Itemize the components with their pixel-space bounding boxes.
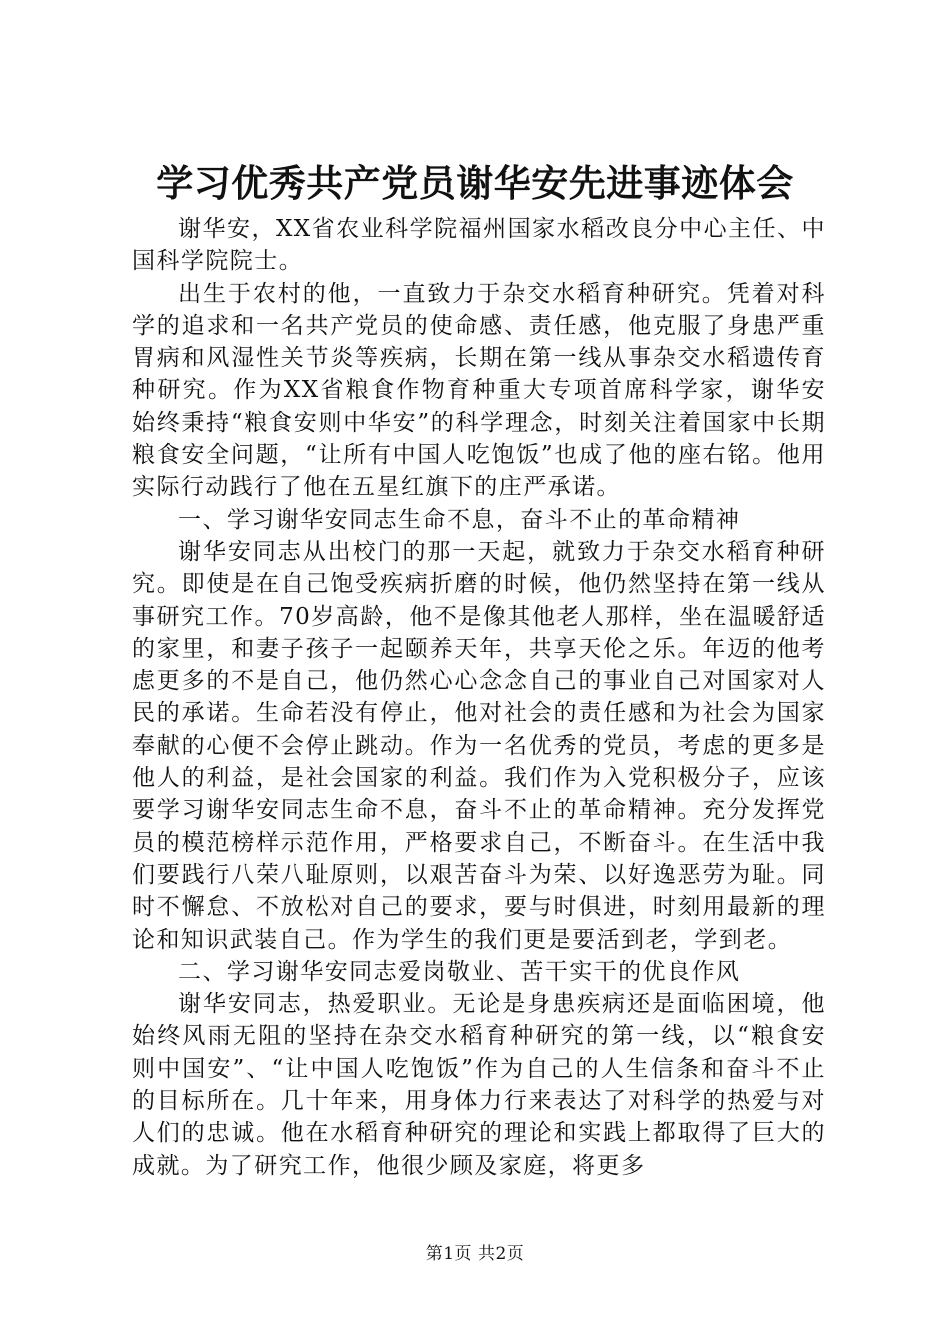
paragraph-intro: 谢华安，XX省农业科学院福州国家水稻改良分中心主任、中国科学院院士。: [132, 216, 826, 275]
document-title: 学习优秀共产党员谢华安先进事迹体会: [156, 161, 794, 205]
section-heading-2: 二、学习谢华安同志爱岗敬业、苦干实干的优良作风: [178, 958, 741, 985]
page-number-footer: 第1页 共2页: [425, 1244, 525, 1264]
paragraph-background: 出生于农村的他，一直致力于杂交水稻育种研究。凭着对科学的追求和一名共产党员的使命感、责任感，他克服了身患严重胃病和风湿性关节炎等疾病，长期在第一线从事杂交水稻遗传育种研究。作为XX省粮食作物育种重大专项首席科学家，谢华安始终秉持“粮食安则中华安”的科学理念，时刻关注着国家中长期粮食安全问题，“让所有中国人吃饱饭”也成了他的座右铭。他用实际行动践行了他在五星红旗下的庄严承诺。: [132, 280, 826, 501]
paragraph-section-2: 谢华安同志，热爱职业。无论是身患疾病还是面临困境，他始终风雨无阻的坚持在杂交水稻育种研究的第一线，以“粮食安则中国安”、“让中国人吃饱饭”作为自己的人生信条和奋斗不止的目标所在。几十年来，用身体力行来表达了对科学的热爱与对人们的忠诚。他在水稻育种研究的理论和实践上都取得了巨大的成就。为了研究工作，他很少顾及家庭，将更多: [132, 991, 826, 1179]
section-heading-1: 一、学习谢华安同志生命不息，奋斗不止的革命精神: [178, 506, 741, 533]
paragraph-section-1: 谢华安同志从出校门的那一天起，就致力于杂交水稻育种研究。即使是在自己饱受疾病折磨的时候，他仍然坚持在第一线从事研究工作。70岁高龄，他不是像其他老人那样，坐在温暖舒适的家里，和妻子孩子一起颐养天年，共享天伦之乐。年迈的他考虑更多的不是自己，他仍然心心念念自己的事业自己对国家对人民的承诺。生命若没有停止，他对社会的责任感和为社会为国家奉献的心便不会停止跳动。作为一名优秀的党员，考虑的更多是他人的利益，是社会国家的利益。我们作为入党积极分子，应该要学习谢华安同志生命不息，奋斗不止的革命精神。充分发挥党员的模范榜样示范作用，严格要求自己，不断奋斗。在生活中我们要践行八荣八耻原则，以艰苦奋斗为荣、以好逸恶劳为耻。同时不懈怠、不放松对自己的要求，要与时俱进，时刻用最新的理论和知识武装自己。作为学生的我们更是要活到老，学到老。: [132, 538, 826, 953]
document-body: [132, 213, 826, 1182]
